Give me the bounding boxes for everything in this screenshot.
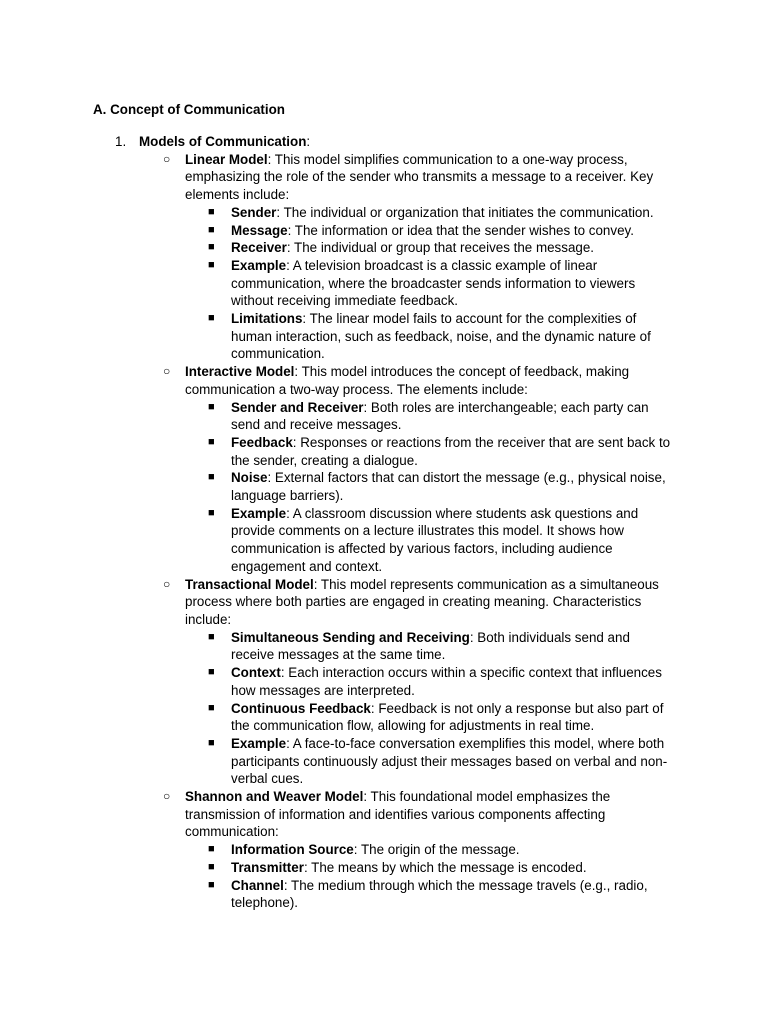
square-bullet-icon: ■ [208,736,215,749]
model-point [185,859,674,877]
section-heading: A. Concept of Communication [93,102,285,117]
point-text: : Each interaction occurs within a specific context that influences how messages are interpreted. [231,665,662,698]
square-bullet-icon: ■ [208,506,215,519]
model-description: : This model introduces the concept of feedback, making communication a two-way process. The elements include: [185,364,630,397]
model-point [185,735,674,788]
model-title: Linear Model [185,151,268,167]
point-text: : The individual or organization that initiates the communication. [276,204,654,220]
model-title: Transactional Model [185,576,314,592]
model-point [185,469,674,504]
square-bullet-icon: ■ [208,878,215,891]
point-text: : External factors that can distort the message (e.g., physical noise, language barriers). [231,470,666,504]
point-term: Message [231,222,288,238]
square-bullet-icon: ■ [208,630,215,643]
point-term: Sender and Receiver [231,399,364,415]
square-bullet-icon: ■ [208,241,215,254]
point-term: Simultaneous Sending and Receiving [231,629,470,645]
point-term: Channel [231,877,284,893]
model-point [185,434,674,469]
point-term: Continuous Feedback [231,700,371,716]
circle-bullet-icon: ○ [163,364,171,379]
square-bullet-icon: ■ [208,701,215,714]
list-item-models [115,133,699,912]
model-point [185,239,674,257]
square-bullet-icon: ■ [208,205,215,218]
point-text: : A classroom discussion where students ask questions and provide comments on a lecture illustrates this model. It shows how communication is affected by various factors, including audience engagement and context. [231,505,639,574]
square-bullet-icon: ■ [208,312,215,325]
point-term: Receiver [231,240,287,256]
model-point [185,310,674,363]
models-list [115,133,699,912]
point-text: : The linear model fails to account for the complexities of human interaction, such as feedback, noise, and the dynamic nature of communication. [231,311,651,362]
point-term: Sender [231,204,277,220]
point-term: Example [231,735,287,751]
point-text: : A television broadcast is a classic example of linear communication, where the broadcaster sends information to viewers without receiving immediate feedback. [231,257,636,309]
point-text: : The means by which the message is encoded. [303,859,587,875]
square-bullet-icon: ■ [208,435,215,448]
circle-bullet-icon: ○ [163,576,171,591]
model-point [185,841,674,859]
square-bullet-icon: ■ [208,843,215,856]
model-point [185,877,674,912]
circle-bullet-icon: ○ [163,151,171,166]
point-text: : A face-to-face conversation exemplifies this model, where both participants continuously adjust their messages based on verbal and non-verbal cues. [231,735,668,787]
point-term: Example [231,505,287,521]
square-bullet-icon: ■ [208,223,215,236]
model-item [139,788,677,912]
model-point [185,629,674,664]
model-description: : This foundational model emphasizes the transmission of information and identifies various components affecting communication: [185,789,611,840]
model-description: : This model simplifies communication to a one-way process, emphasizing the role of the sender who transmits a message to a receiver. Key elements include: [185,151,654,203]
square-bullet-icon: ■ [208,666,215,679]
square-bullet-icon: ■ [208,860,215,873]
model-point [185,257,674,310]
model-item [139,363,677,575]
square-bullet-icon: ■ [208,258,215,271]
point-term: Transmitter [231,859,304,875]
point-text: : Both individuals send and receive messages at the same time. [231,629,630,663]
model-point [185,700,674,735]
point-term: Information Source [231,842,354,858]
point-text: : The individual or group that receives the message. [286,240,595,256]
model-item [139,576,677,788]
point-text: : Feedback is not only a response but also part of the communication flow, allowing for adjustments in real time. [231,700,664,734]
circle-bullet-icon: ○ [163,789,171,804]
square-bullet-icon: ■ [208,400,215,413]
point-term: Limitations [231,311,303,327]
model-point [185,222,674,240]
point-term: Feedback [231,434,293,450]
model-point [185,664,674,699]
point-text: : The information or idea that the sender wishes to convey. [287,222,634,238]
model-title: Shannon and Weaver Model [185,789,364,805]
point-text: : Both roles are interchangeable; each party can send and receive messages. [231,399,649,433]
list-item-title: Models of Communication [139,134,307,149]
list-number: 1. [115,134,127,149]
model-point [185,204,674,222]
model-point [185,505,674,576]
point-term: Example [231,257,287,273]
list-item-title-suffix: : [306,134,311,149]
point-text: : Responses or reactions from the receiver that are sent back to the sender, creating a dialogue. [231,434,671,468]
model-point [185,399,674,434]
point-term: Noise [231,470,268,486]
point-term: Context [231,665,281,681]
list-item-title-line [139,133,699,151]
model-item [139,151,677,363]
point-text: : The origin of the message. [353,842,520,858]
model-title: Interactive Model [185,364,295,380]
model-description: : This model represents communication as a simultaneous process where both parties are engaged in creating meaning. Characteristics include: [185,576,659,627]
point-text: : The medium through which the message travels (e.g., radio, telephone). [231,877,648,911]
square-bullet-icon: ■ [208,471,215,484]
